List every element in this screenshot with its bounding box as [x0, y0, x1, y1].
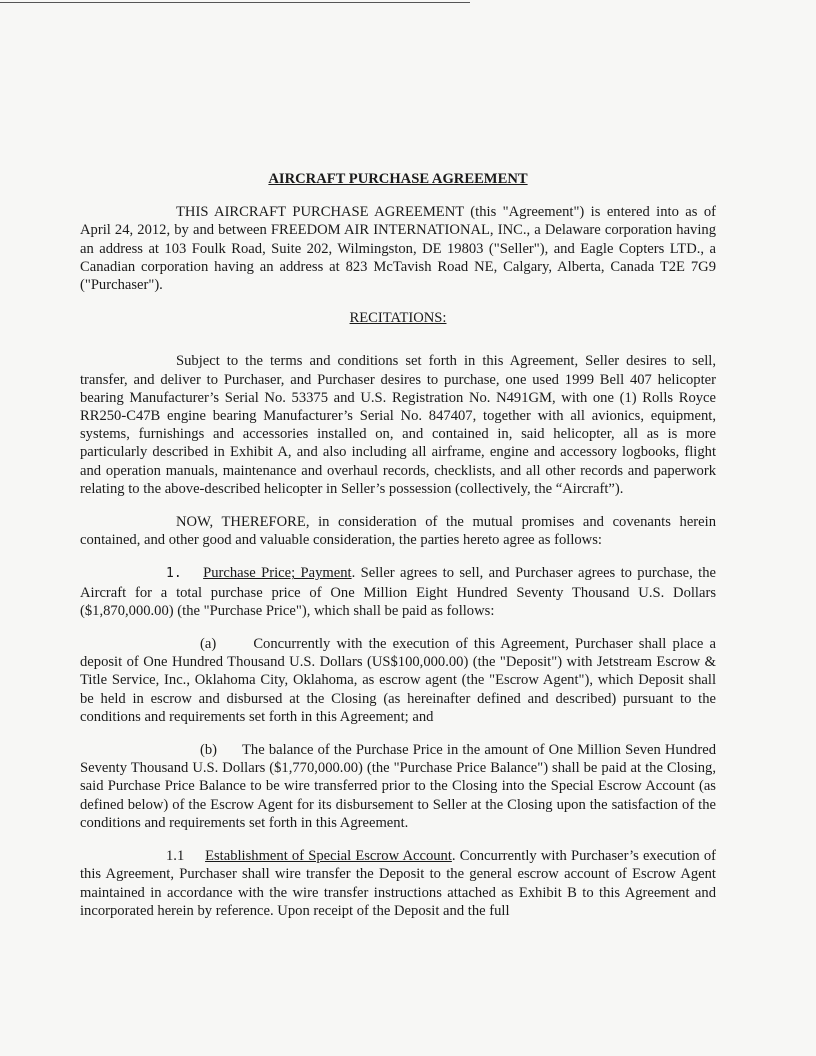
section-1-heading: Purchase Price; Payment [203, 565, 352, 582]
clause-a-paragraph [80, 635, 716, 726]
section-1-paragraph [80, 564, 716, 620]
clause-a-text: Concurrently with the execution of this Agreement, Purchaser shall place a deposit of One Hundred Thousand U.S. Dollars (US$100,000.00) (the "Deposit") with Jetstream Escrow & Title Service, Inc., Oklahoma City, Oklahoma, as escrow agent (the "Escrow Agent"), which Deposit shall be held in escrow and disbursed at the Closing (as hereinafter defined and described) pursuant to the conditions and requirements set forth in this Agreement; and [80, 636, 716, 725]
document-page [80, 170, 716, 935]
section-1-1-paragraph [80, 847, 716, 920]
clause-b-paragraph [80, 741, 716, 832]
clause-a-label: (a) [200, 636, 217, 653]
clause-b-text: The balance of the Purchase Price in the amount of One Million Seven Hundred Seventy Thousand U.S. Dollars ($1,770,000.00) (the "Purchase Price Balance") shall be paid at the Closing, said Purchase Price Balance to be wire transferred prior to the Closing into the Special Escrow Account (as defined below) of the Escrow Agent for its disbursement to Seller at the Closing upon the satisfaction of the conditions and requirements set forth in this Agreement. [80, 742, 716, 831]
recitations-heading: RECITATIONS: [349, 310, 447, 327]
section-1-1-text: . Concurrently with Purchaser’s execution of this Agreement, Purchaser shall wire transfer the Deposit to the general escrow account of Escrow Agent maintained in accordance with the wire transfer instructions attached as Exhibit B to this Agreement and incorporated herein by reference. Upon receipt of the Deposit and the full [80, 848, 717, 919]
section-1-1-heading: Establishment of Special Escrow Account [205, 848, 452, 865]
clause-b-label: (b) [200, 742, 218, 759]
now-therefore-paragraph: NOW, THEREFORE, in consideration of the mutual promises and covenants herein contained, and other good and valuable consideration, the parties hereto agree as follows: [80, 514, 716, 549]
document-title: AIRCRAFT PURCHASE AGREEMENT [268, 171, 528, 187]
section-1-1-number: 1.1 [166, 848, 185, 865]
section-1-text: . Seller agrees to sell, and Purchaser agrees to purchase, the Aircraft for a total purchase price of One Million Eight Hundred Seventy Thousand U.S. Dollars ($1,870,000.00) (the "Purchase Price"), which shall be paid as follows: [80, 565, 716, 619]
recitation-paragraph: Subject to the terms and conditions set forth in this Agreement, Seller desires to sell, transfer, and deliver to Purchaser, and Purchaser desires to purchase, one used 1999 Bell 407 helicopter bearing Manufacturer’s Serial No. 53375 and U.S. Registration No. N491GM, with one (1) Rolls Royce RR250-C47B engine bearing Manufacturer’s Serial No. 847407, together with all avionics, equipment, systems, furnishings and accessories installed on, and contained in, said helicopter, all as is more particularly described in Exhibit A, and also including all airframe, engine and accessory logbooks, flight and operation manuals, maintenance and overhaul records, checklists, and all other records and paperwork relating to the above-described helicopter in Seller’s possession (collectively, the “Aircraft”). [80, 353, 716, 497]
top-rule [0, 2, 470, 3]
section-1-number: 1. [166, 566, 182, 582]
intro-paragraph: THIS AIRCRAFT PURCHASE AGREEMENT (this "Agreement") is entered into as of April 24, 2012, by and between FREEDOM AIR INTERNATIONAL, INC., a Delaware corporation having an address at 103 Foulk Road, Suite 202, Wilmingston, DE 19803 ("Seller"), and Eagle Copters LTD., a Canadian corporation having an address at 823 McTavish Road NE, Calgary, Alberta, Canada T2E 7G9 ("Purchaser"). [80, 204, 716, 294]
